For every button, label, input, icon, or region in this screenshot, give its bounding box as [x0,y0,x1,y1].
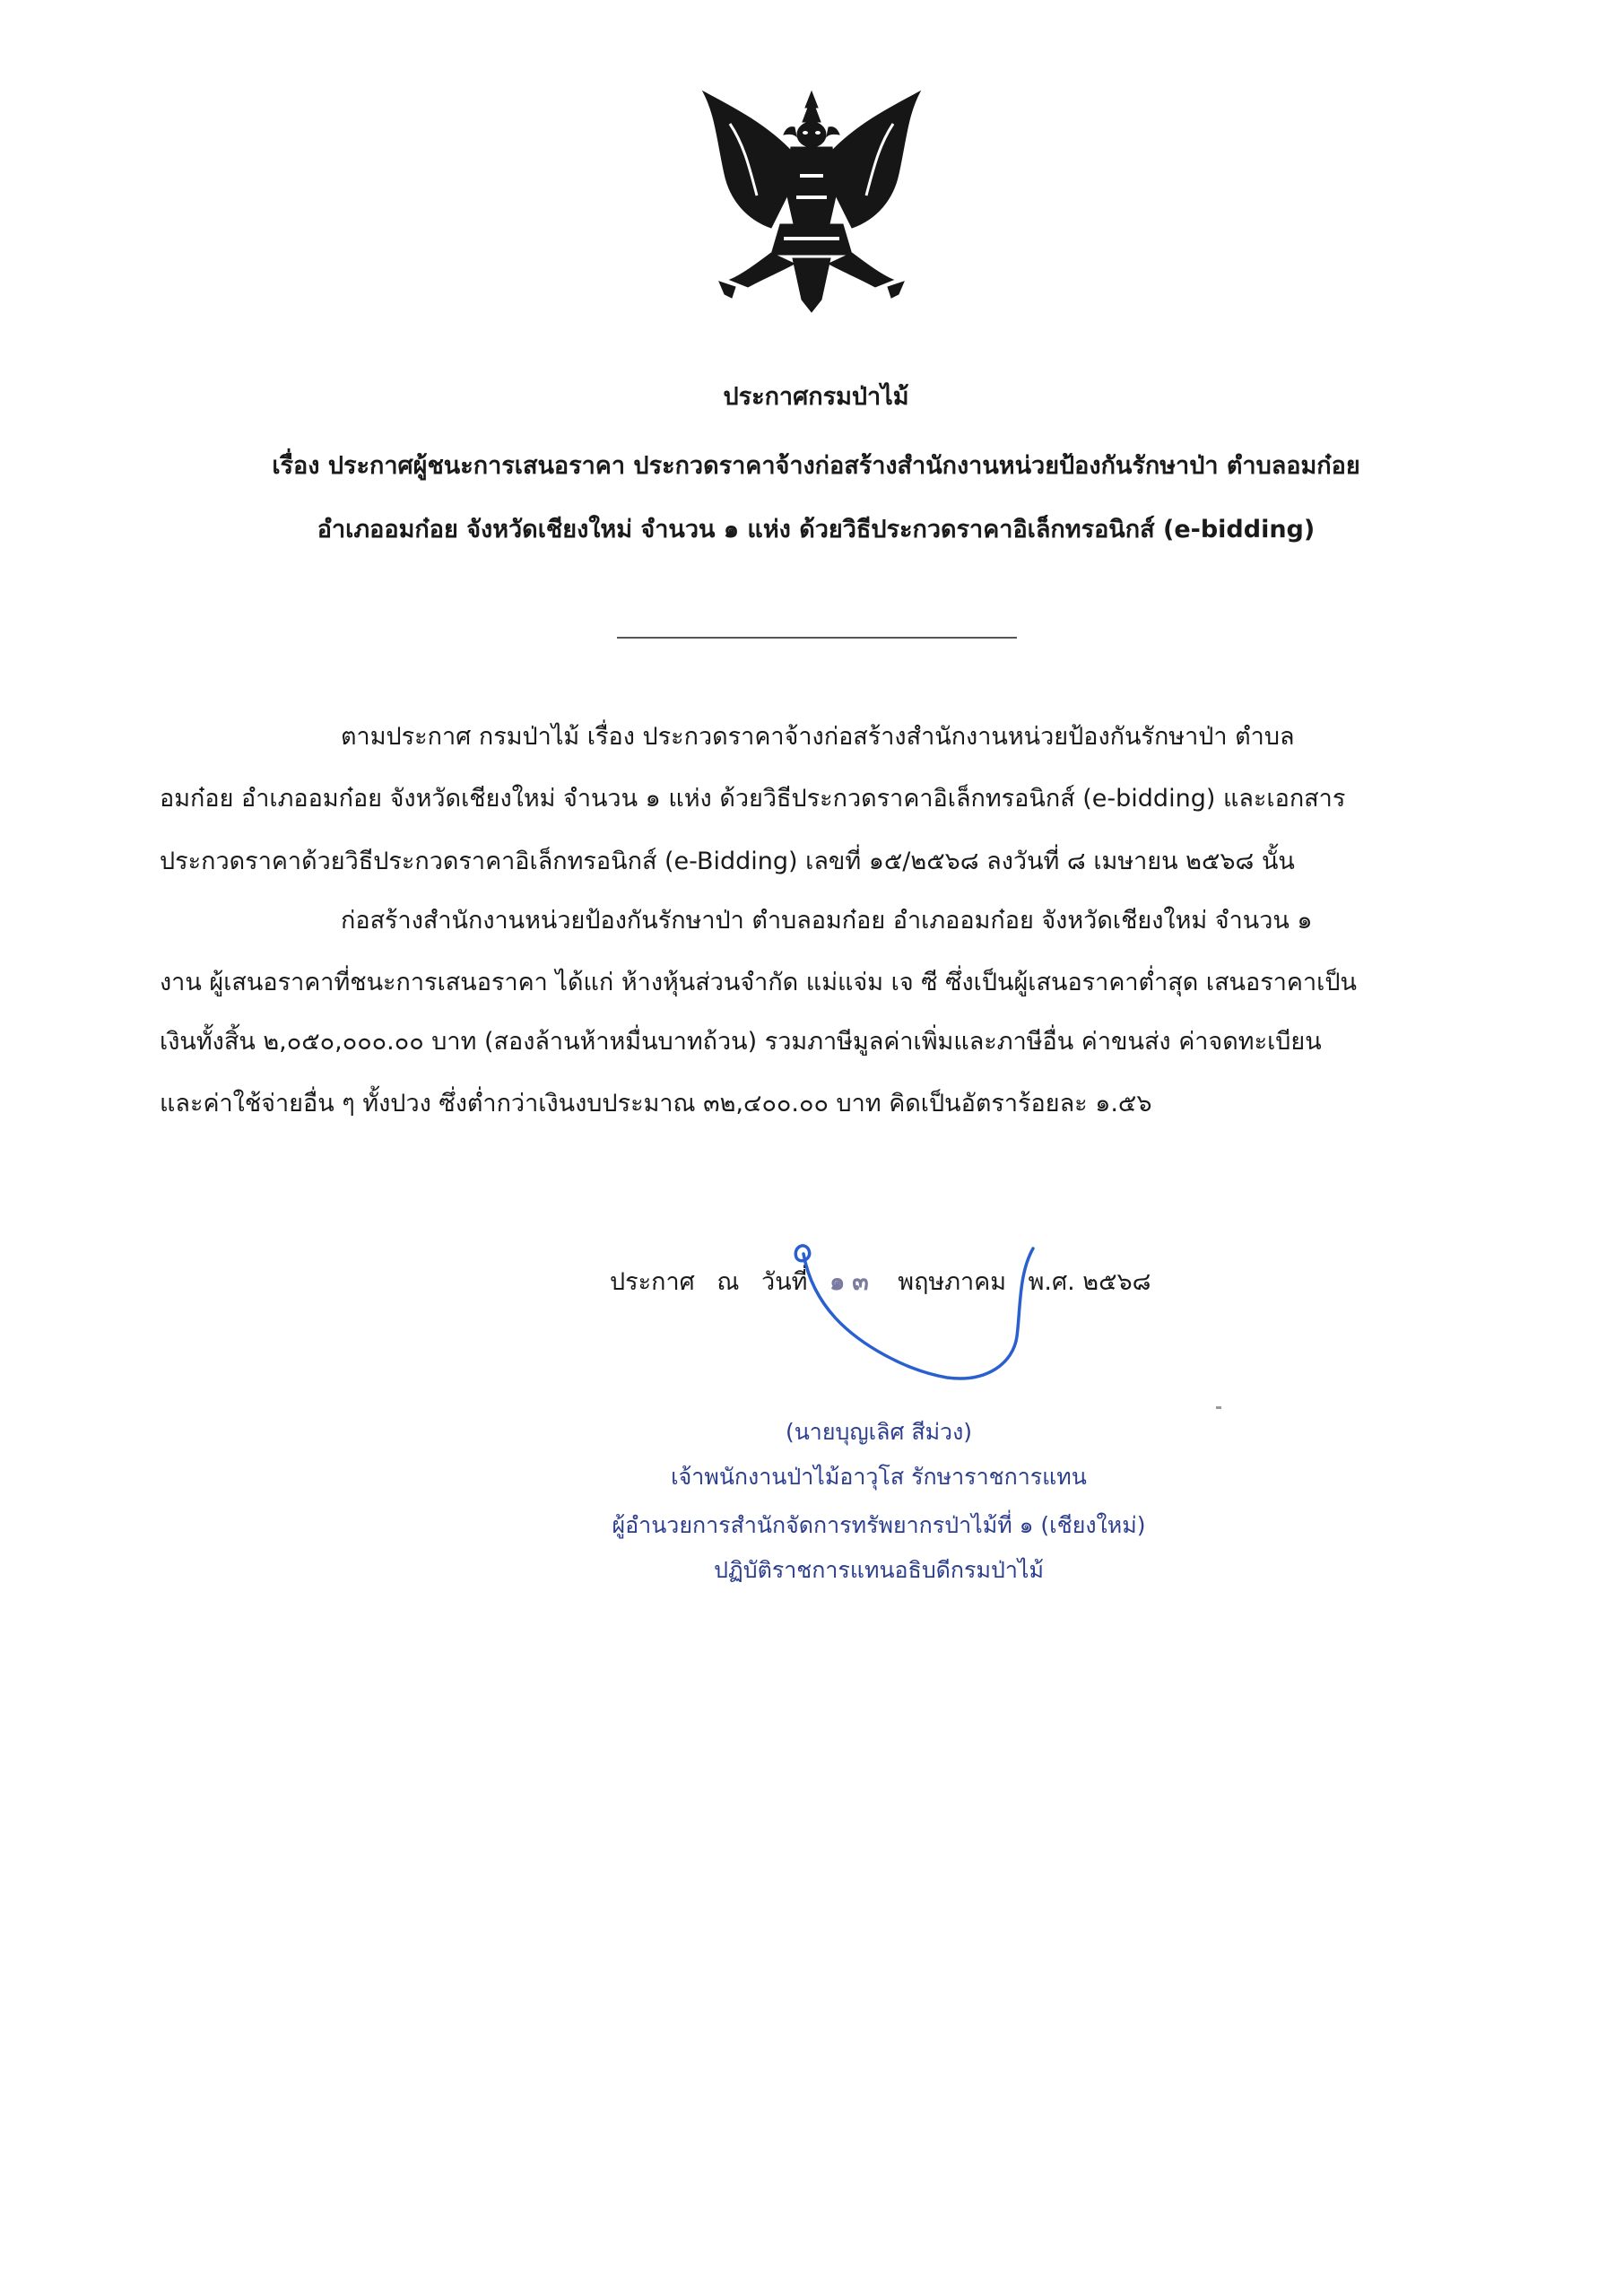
paragraph-2-line-3: เงินทั้งสิ้น ๒,๐๕๐,๐๐๐.๐๐ บาท (สองล้านห้าหมื่นบาทถ้วน) รวมภาษีมูลค่าเพิ่มและภาษีอื่น ค่าขนส่ง ค่าจดทะเบียน [160,1028,1322,1056]
paragraph-1-line-1: ตามประกาศ กรมป่าไม้ เรื่อง ประกวดราคาจ้างก่อสร้างสำนักงานหน่วยป้องกันรักษาป่า ตำบล [341,723,1295,751]
announce-year: พ.ศ. ๒๕๖๘ [1028,1268,1151,1296]
handwritten-signature [753,1211,1255,1444]
subject-line-1: เรื่อง ประกาศผู้ชนะการเสนอราคา ประกวดราคาจ้างก่อสร้างสำนักงานหน่วยป้องกันรักษาป่า ตำบลอมก๋อย [272,452,1360,480]
scan-mark [1216,1406,1221,1409]
document-title: ประกาศกรมป่าไม้ [723,383,909,411]
signatory-position-3: ปฏิบัติราชการแทนอธิบดีกรมป่าไม้ [714,1557,1044,1583]
announce-at: ณ [716,1268,740,1296]
separator-rule [617,637,1017,639]
announce-date-label: วันที่ [761,1268,808,1296]
paragraph-2-line-2: งาน ผู้เสนอราคาที่ชนะการเสนอราคา ได้แก่ ห้างหุ้นส่วนจำกัด แม่แจ่ม เจ ซี ซึ่งเป็นผู้เสนอราคาต่ำสุด เสนอราคาเป็น [160,969,1357,996]
announce-label: ประกาศ [610,1268,695,1296]
announce-month: พฤษภาคม [898,1268,1007,1296]
paragraph-2-line-1: ก่อสร้างสำนักงานหน่วยป้องกันรักษาป่า ตำบลอมก๋อย อำเภออมก๋อย จังหวัดเชียงใหม่ จำนวน ๑ [341,907,1313,935]
signatory-position-1: เจ้าพนักงานป่าไม้อาวุโส รักษาราชการแทน [671,1464,1087,1490]
paragraph-2-line-4: และค่าใช้จ่ายอื่น ๆ ทั้งปวง ซึ่งต่ำกว่าเงินงบประมาณ ๓๒,๔๐๐.๐๐ บาท คิดเป็นอัตราร้อยละ ๑.๕๖ [160,1090,1152,1118]
paragraph-1-line-3: ประกวดราคาด้วยวิธีประกวดราคาอิเล็กทรอนิกส์ (e-Bidding) เลขที่ ๑๕/๒๕๖๘ ลงวันที่ ๘ เมษายน ๒๕๖๘ นั้น [160,848,1295,875]
announce-day: ๑๓ [829,1268,876,1296]
signatory-name: (นายบุญเลิศ สีม่วง) [785,1419,973,1445]
paragraph-1-line-2: อมก๋อย อำเภออมก๋อย จังหวัดเชียงใหม่ จำนวน ๑ แห่ง ด้วยวิธีประกวดราคาอิเล็กทรอนิกส์ (e-bidding) และเอกสาร [160,785,1346,813]
garuda-emblem-icon [694,88,929,319]
signatory-position-2: ผู้อำนวยการสำนักจัดการทรัพยากรป่าไม้ที่ ๑ (เชียงใหม่) [612,1512,1146,1538]
subject-line-2: อำเภออมก๋อย จังหวัดเชียงใหม่ จำนวน ๑ แห่ง ด้วยวิธีประกวดราคาอิเล็กทรอนิกส์ (e-bidding) [317,516,1316,544]
